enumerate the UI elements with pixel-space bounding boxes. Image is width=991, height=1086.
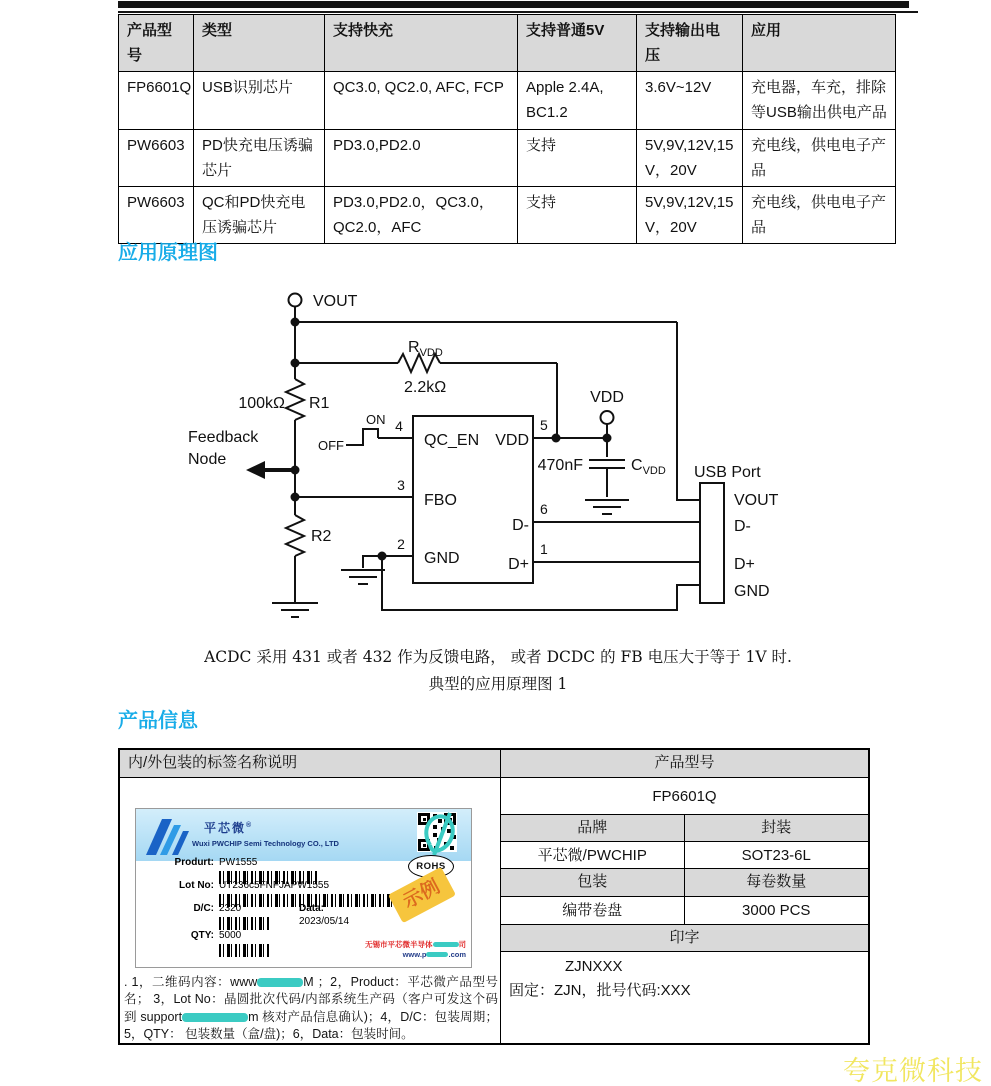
- label-company-en: Wuxi PWCHIP Semi Technology CO., LTD: [192, 838, 339, 848]
- packing-header: 包装: [501, 869, 685, 897]
- registered-mark: ®: [246, 821, 252, 829]
- usb-dplus-label: D+: [734, 556, 755, 573]
- feedback-arrow-icon: [246, 461, 265, 479]
- rvdd-value: 2.2kΩ: [404, 379, 447, 396]
- package-value: SOT23-6L: [685, 842, 869, 870]
- product-spec-table: [118, 14, 896, 244]
- cell-part: PW6603: [119, 187, 194, 244]
- caption-line-1: ACDC 采用 431 或者 432 作为反馈电路， 或者 DCDC 的 FB 电压大于等于 1V 时.: [204, 648, 792, 666]
- col-header-application: 应用: [743, 15, 896, 72]
- product-info-table: [118, 748, 870, 1045]
- cell-fastcharge: PD3.0,PD2.0，QC3.0，QC2.0，AFC: [325, 187, 518, 244]
- note-text: M ；2，Product：平芯微产品型号名；: [124, 974, 498, 1006]
- rvdd-label: $R_{VDD}$: [408, 339, 443, 359]
- label-dc-value: 2320: [219, 902, 242, 914]
- ground-icon: [272, 603, 318, 617]
- section-title-schematic: 应用原理图: [118, 242, 218, 264]
- cell-5v: 支持: [518, 187, 637, 244]
- caption-line-2: 典型的应用原理图 1: [428, 675, 568, 693]
- teal-redaction: [257, 978, 303, 987]
- vout-label: VOUT: [313, 293, 358, 310]
- teal-redaction: [182, 1013, 248, 1022]
- r1-label: R1: [309, 395, 330, 412]
- cell-5v: Apple 2.4A, BC1.2: [518, 72, 637, 130]
- reel-qty-value: 3000 PCS: [685, 897, 869, 926]
- spec-header-row: [119, 15, 896, 72]
- cell-type: QC和PD快充电压诱骗芯片: [194, 187, 325, 244]
- teal-redaction: [426, 952, 448, 957]
- usb-port-connector: [700, 483, 724, 603]
- vdd-top-label: VDD: [590, 389, 624, 406]
- cell-part: FP6601Q: [119, 72, 194, 130]
- ground-icon: [341, 570, 385, 584]
- label-description-cell: [120, 778, 501, 1044]
- cell-type: USB识别芯片: [194, 72, 325, 130]
- cell-application: 充电线，供电电子产品: [743, 187, 896, 244]
- teal-redaction: [433, 942, 459, 947]
- ic-pin-vdd: VDD: [495, 432, 529, 449]
- note-text: support: [140, 1009, 183, 1024]
- brand-value: 平芯微/PWCHIP: [501, 842, 685, 870]
- vdd-terminal-icon: [601, 411, 614, 424]
- pin6-number: 6: [540, 501, 548, 517]
- pin4-number: 4: [395, 418, 403, 434]
- usb-dminus-label: D-: [734, 518, 751, 535]
- usb-gnd-label: GND: [734, 583, 770, 600]
- feedback-label-1: Feedback: [188, 429, 259, 446]
- reel-qty-header: 每卷数量: [685, 869, 869, 897]
- packing-value: 编带卷盘: [501, 897, 685, 926]
- marking-line-2: 固定：ZJN，批号代码:XXX: [509, 981, 691, 999]
- feedback-label-2: Node: [188, 451, 227, 468]
- ic-pin-dminus: D-: [512, 517, 529, 534]
- marking-header: 印字: [501, 925, 868, 952]
- package-header: 封装: [685, 815, 869, 842]
- ground-icon: [585, 500, 629, 514]
- application-schematic: [180, 285, 800, 630]
- label-product-key: Produrt:: [174, 856, 214, 868]
- table-row: [119, 72, 896, 130]
- label-date-key: Data:: [299, 902, 325, 914]
- pin1-number: 1: [540, 541, 548, 557]
- cell-application: 充电器，车充，排除等USB输出供电产品: [743, 72, 896, 130]
- switch-on-label: ON: [366, 412, 386, 427]
- cell-fastcharge: PD3.0,PD2.0: [325, 130, 518, 187]
- part-number-header: 产品型号: [501, 750, 868, 778]
- on-off-switch-icon: [346, 429, 378, 445]
- ic-pin-fbo: FBO: [424, 492, 457, 509]
- barcode-icon: [219, 917, 271, 930]
- usb-vout-label: VOUT: [734, 492, 779, 509]
- ic-pin-gnd: GND: [424, 550, 460, 567]
- watermark: 夸克微科技: [843, 1056, 983, 1086]
- note-text: . 1，二维码内容：www: [124, 974, 258, 989]
- label-footer-company: 无锡市平芯微半导体 司: [365, 939, 466, 949]
- schematic-caption: [118, 644, 878, 698]
- pin5-number: 5: [540, 417, 548, 433]
- top-rule-thick: [118, 1, 909, 8]
- col-header-vout: 支持输出电压: [637, 15, 743, 72]
- note-text: 包装数量（盒/盘)；6，Data：包装时间。: [185, 1027, 414, 1041]
- r2-resistor-icon: [286, 515, 304, 556]
- table-row: [119, 130, 896, 187]
- qr-code-icon: [416, 811, 458, 855]
- label-lot-key: Lot No:: [179, 879, 214, 891]
- pwchip-logo-icon: [144, 815, 202, 855]
- cell-application: 充电线，供电电子产品: [743, 130, 896, 187]
- label-qty-value: 5000: [219, 929, 242, 941]
- note-text: 3，Lot No：晶圆批次代码/内部系统生产码（客户可发这个码到: [124, 992, 498, 1024]
- label-notes: [124, 974, 498, 1044]
- cell-vout: 5V,9V,12V,15V，20V: [637, 187, 743, 244]
- vout-terminal-icon: [289, 294, 302, 307]
- label-brand-cn: 平芯微®: [204, 820, 252, 835]
- ic-pin-dplus: D+: [508, 556, 529, 573]
- col-header-fastcharge: 支持快充: [325, 15, 518, 72]
- cvdd-value: 470nF: [537, 457, 583, 474]
- cell-vout: 5V,9V,12V,15V，20V: [637, 130, 743, 187]
- label-dc-key: D/C:: [193, 902, 214, 914]
- label-qty-key: QTY:: [190, 929, 214, 941]
- r1-resistor-icon: [286, 379, 304, 420]
- packing-label-sample: [135, 808, 472, 968]
- cell-fastcharge: QC3.0, QC2.0, AFC, FCP: [325, 72, 518, 130]
- r2-label: R2: [311, 528, 332, 545]
- ic-pin-qc-en: QC_EN: [424, 432, 480, 449]
- col-header-part: 产品型号: [119, 15, 194, 72]
- top-rule-thin: [118, 11, 918, 13]
- label-product-value: PW1555: [219, 856, 258, 868]
- pin2-number: 2: [397, 536, 405, 552]
- usb-port-title: USB Port: [694, 464, 761, 481]
- label-lot-value: UT236c5FNFJAPW1555: [219, 879, 330, 891]
- marking-cell: [501, 952, 868, 1044]
- label-header-band: [136, 809, 471, 861]
- label-description-header: 内/外包装的标签名称说明: [120, 750, 501, 778]
- rohs-badge: ROHS: [408, 855, 454, 878]
- section-title-product-info: 产品信息: [118, 710, 198, 732]
- cvdd-label: $C_{VDD}$: [631, 457, 666, 477]
- switch-off-label: OFF: [318, 438, 344, 453]
- cell-type: PD快充电压诱骗芯片: [194, 130, 325, 187]
- pin3-number: 3: [397, 477, 405, 493]
- col-header-5v: 支持普通5V: [518, 15, 637, 72]
- part-number-value: FP6601Q: [501, 778, 868, 816]
- table-row: [119, 187, 896, 244]
- label-date-value: 2023/05/14: [299, 915, 350, 927]
- r1-value: 100kΩ: [238, 395, 285, 412]
- marking-line-1: ZJNXXX: [565, 957, 623, 975]
- barcode-icon: [219, 944, 271, 957]
- cell-vout: 3.6V~12V: [637, 72, 743, 130]
- sample-stamp: 示例: [388, 866, 456, 922]
- cvdd-capacitor-icon: [589, 460, 625, 468]
- brand-header: 品牌: [501, 815, 685, 842]
- label-footer-website: www.p .com: [402, 949, 466, 959]
- cell-part: PW6603: [119, 130, 194, 187]
- cell-5v: 支持: [518, 130, 637, 187]
- note-text: m 核对产品信息确认)；4，D/C：包装周期；5，QTY：: [124, 1009, 498, 1041]
- col-header-type: 类型: [194, 15, 325, 72]
